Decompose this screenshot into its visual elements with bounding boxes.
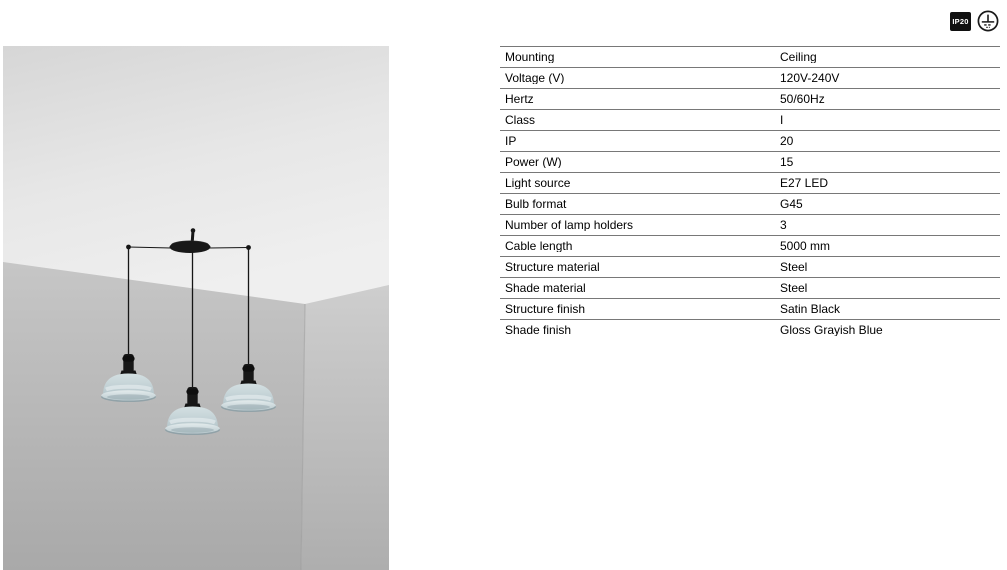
- spec-row: [500, 109, 1000, 130]
- spec-label: Voltage (V): [505, 72, 565, 84]
- spec-label: Shade material: [505, 282, 586, 294]
- spec-row: [500, 172, 1000, 193]
- spec-row: [500, 214, 1000, 235]
- spec-label: Structure finish: [505, 303, 586, 315]
- spec-value: Ceiling: [780, 51, 817, 63]
- spec-row: [500, 277, 1000, 298]
- spec-value: 3: [780, 219, 787, 231]
- spec-label: Bulb format: [505, 198, 567, 210]
- spec-value: Steel: [780, 282, 808, 294]
- ceiling: [3, 46, 389, 304]
- spec-value: I: [780, 114, 784, 126]
- spec-label: IP: [505, 135, 517, 147]
- spec-value: E27 LED: [780, 177, 829, 189]
- spec-row: [500, 235, 1000, 256]
- spec-value: Steel: [780, 261, 808, 273]
- spec-row: [500, 46, 1000, 67]
- spec-row: [500, 151, 1000, 172]
- spec-table: [500, 46, 1000, 340]
- left-wall: [3, 262, 305, 570]
- spec-label: Light source: [505, 177, 571, 189]
- right-wall: [301, 285, 389, 570]
- spec-row: [500, 256, 1000, 277]
- spec-row: [500, 298, 1000, 319]
- ip20-badge: [950, 12, 971, 31]
- spec-value: 15: [780, 156, 794, 168]
- spec-value: 120V-240V: [780, 72, 840, 84]
- earth-ground-icon: [976, 9, 1000, 33]
- certification-icons: [950, 9, 1000, 33]
- spec-label: Power (W): [505, 156, 562, 168]
- spec-label: Structure material: [505, 261, 600, 273]
- spec-value: 20: [780, 135, 794, 147]
- spec-value: 50/60Hz: [780, 93, 825, 105]
- ip20-badge-label: IP20: [952, 16, 969, 26]
- spec-row: [500, 193, 1000, 214]
- spec-row: [500, 130, 1000, 151]
- spec-row: [500, 88, 1000, 109]
- spec-value: Gloss Grayish Blue: [780, 324, 883, 336]
- spec-value: G45: [780, 198, 803, 210]
- spec-row: [500, 319, 1000, 340]
- spec-label: Shade finish: [505, 324, 572, 336]
- spec-value: 5000 mm: [780, 240, 831, 252]
- spec-value: Satin Black: [780, 303, 841, 315]
- spec-label: Class: [505, 114, 536, 126]
- spec-label: Hertz: [505, 93, 534, 105]
- spec-row: [500, 67, 1000, 88]
- spec-label: Cable length: [505, 240, 573, 252]
- spec-label: Mounting: [505, 51, 555, 63]
- product-image: [3, 46, 389, 570]
- pendant-lamp-render: [3, 46, 389, 570]
- spec-label: Number of lamp holders: [505, 219, 634, 231]
